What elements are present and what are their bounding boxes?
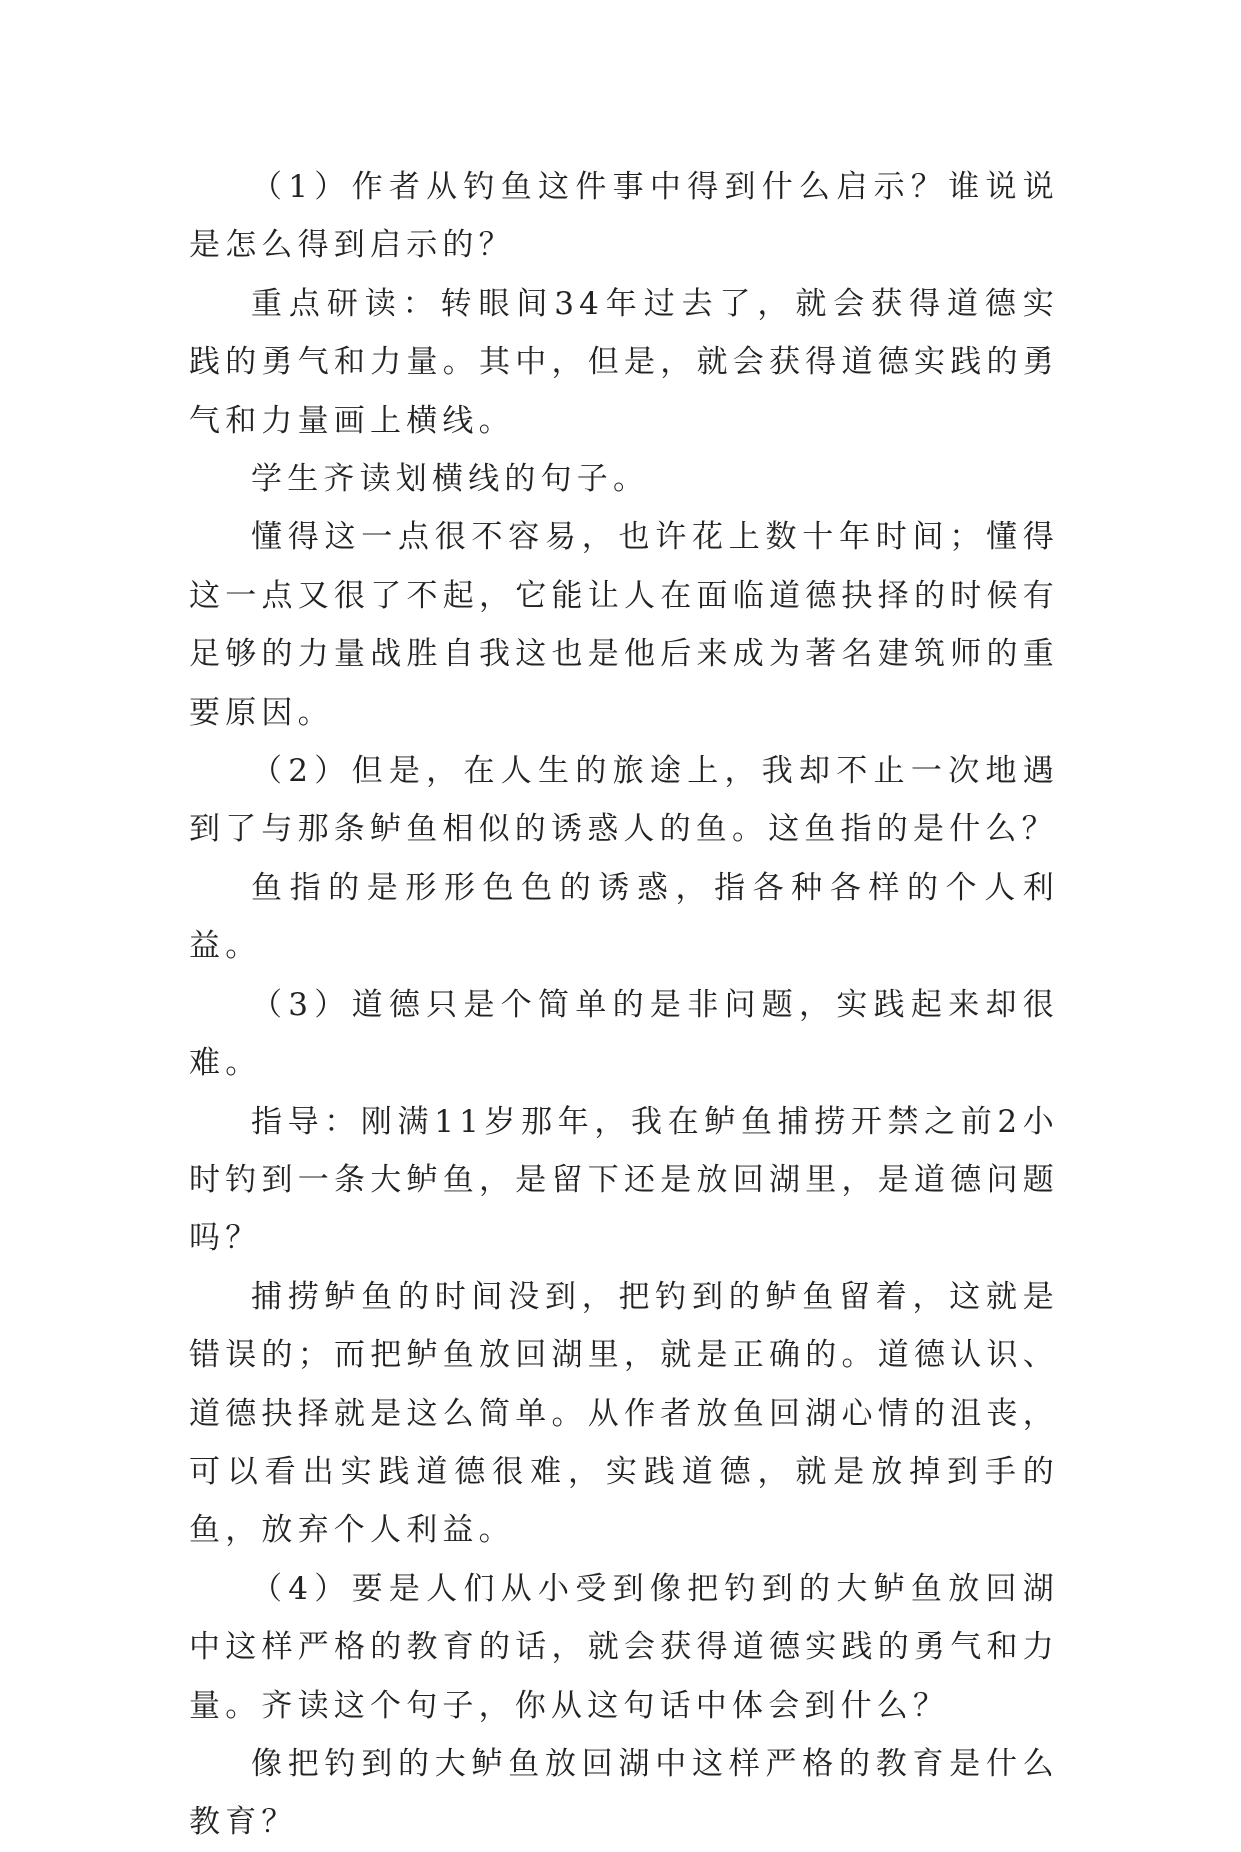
paragraph-followup-question: 像把钓到的大鲈鱼放回湖中这样严格的教育是什么教育？ xyxy=(189,1745,1059,1841)
paragraph-key-reading: 重点研读：转眼间34年过去了，就会获得道德实践的勇气和力量。其中，但是，就会获得道德实践的勇气和力量画上横线。 xyxy=(189,285,1059,439)
paragraph-students-read: 学生齐读划横线的句子。 xyxy=(251,461,650,498)
paragraph-understanding: 懂得这一点很不容易，也许花上数十年时间；懂得这一点又很了不起，它能让人在面临道德抉择的时候有足够的力量战胜自我这也是他后来成为著名建筑师的重要原因。 xyxy=(189,519,1059,731)
paragraph-question-2: （2）但是，在人生的旅途上，我却不止一次地遇到了与那条鲈鱼相似的诱惑人的鱼。这鱼指的是什么？ xyxy=(189,753,1059,848)
paragraph-question-4: （4）要是人们从小受到像把钓到的大鲈鱼放回湖中这样严格的教育的话，就会获得道德实践的勇气和力量。齐读这个句子，你从这句话中体会到什么？ xyxy=(189,1570,1059,1724)
paragraph-question-1: （1）作者从钓鱼这件事中得到什么启示？谁说说是怎么得到启示的？ xyxy=(189,169,1059,264)
paragraph-question-3: （3）道德只是个简单的是非问题，实践起来却很难。 xyxy=(189,986,1059,1082)
document-body xyxy=(189,158,1059,1852)
paragraph-guidance: 指导：刚满11岁那年，我在鲈鱼捕捞开禁之前2小时钓到一条大鲈鱼，是留下还是放回湖里，是道德问题吗？ xyxy=(189,1103,1059,1257)
paragraph-answer-3: 捕捞鲈鱼的时间没到，把钓到的鲈鱼留着，这就是错误的；而把鲈鱼放回湖里，就是正确的。道德认识、道德抉择就是这么简单。从作者放鱼回湖心情的沮丧，可以看出实践道德很难，实践道德，就是放掉到手的鱼，放弃个人利益。 xyxy=(189,1278,1059,1549)
paragraph-answer-2: 鱼指的是形形色色的诱惑，指各种各样的个人利益。 xyxy=(189,869,1059,965)
